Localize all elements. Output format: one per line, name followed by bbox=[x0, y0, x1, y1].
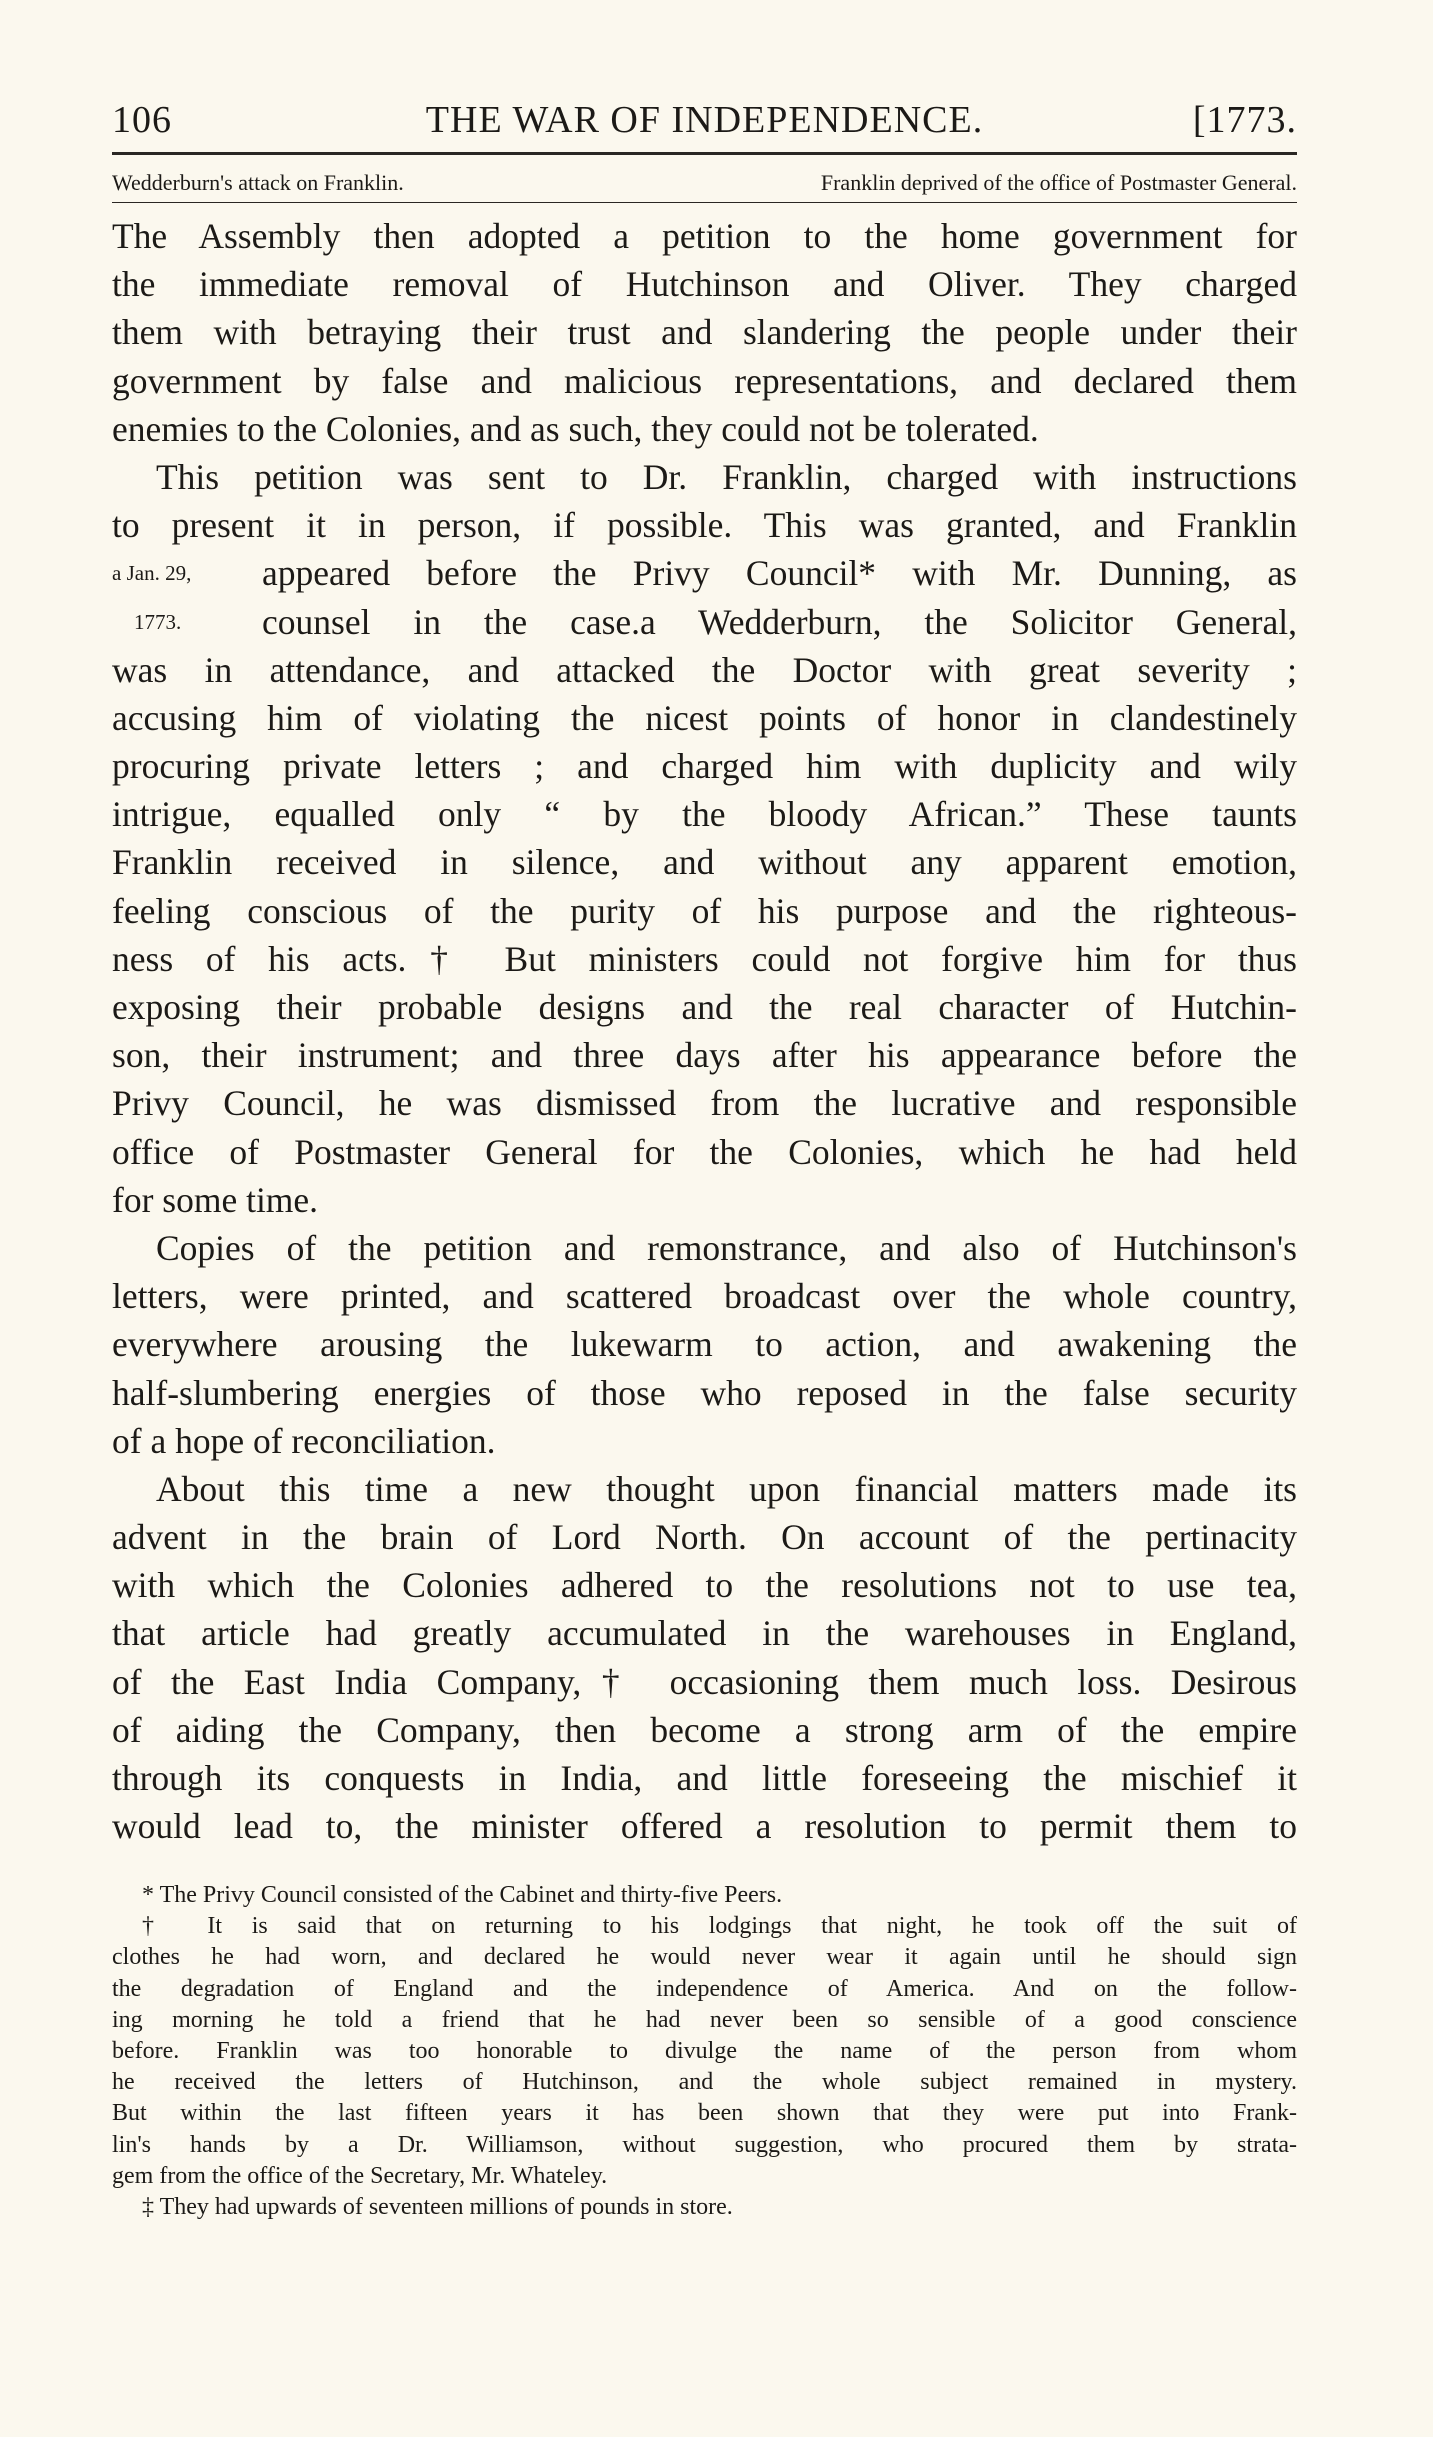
text-line: for some time. bbox=[112, 1179, 319, 1220]
text-line: feeling conscious of the purity of his purpose and the righteous- bbox=[112, 890, 1297, 931]
footnote-line: But within the last fifteen years it has been shown that they were put into Frank- bbox=[112, 2100, 1297, 2127]
text-line: The Assembly then adopted a petition to the home government for bbox=[112, 216, 1297, 256]
text-line: intrigue, equalled only “ by the bloody African.” These taunts bbox=[112, 794, 1297, 835]
body-text bbox=[112, 212, 1297, 1850]
page-number: 106 bbox=[112, 99, 172, 141]
text-line: to present it in person, if possible. This was granted, and Franklin bbox=[112, 505, 1297, 546]
footnote-line: he received the letters of Hutchinson, and the whole subject remained in mystery. bbox=[112, 2069, 1297, 2096]
text-line: government by false and malicious representations, and declared them bbox=[112, 360, 1297, 401]
footnote-line: clothes he had worn, and declared he would never wear it again until he should sign bbox=[112, 1944, 1297, 1971]
text-line: Copies of the petition and remonstrance, and also of Hutchinson's bbox=[156, 1227, 1297, 1268]
text-line: through its conquests in India, and little foreseeing the mischief it bbox=[112, 1758, 1297, 1798]
header-year: [1773. bbox=[1192, 99, 1297, 141]
margin-note-date: a Jan. 29, bbox=[112, 561, 192, 586]
text-line: the immediate removal of Hutchinson and Oliver. They charged bbox=[112, 264, 1297, 305]
text-line: accusing him of violating the nicest points of honor in clandestinely bbox=[112, 697, 1297, 738]
text-line: was in attendance, and attacked the Doctor with great severity ; bbox=[112, 649, 1297, 690]
footnote-line: ing morning he told a friend that he had never been so sensible of a good conscience bbox=[112, 2006, 1297, 2033]
subheader-right: Franklin deprived of the office of Postmaster General. bbox=[820, 170, 1297, 195]
text-line: exposing their probable designs and the real character of Hutchin- bbox=[112, 987, 1297, 1027]
header-rule bbox=[112, 152, 1297, 155]
text-line: of aiding the Company, then become a strong arm of the empire bbox=[112, 1709, 1297, 1750]
footnote-line: gem from the office of the Secretary, Mr. Whateley. bbox=[112, 2162, 608, 2189]
footnote-line: the degradation of England and the independence of America. And on the follow- bbox=[112, 1975, 1297, 2002]
text-line: appeared before the Privy Council* with Mr. Dunning, as bbox=[262, 553, 1297, 594]
text-line: half-slumbering energies of those who reposed in the false security bbox=[112, 1372, 1297, 1413]
text-line: counsel in the case.a Wedderburn, the Solicitor General, bbox=[262, 601, 1297, 642]
footnote-line: lin's hands by a Dr. Williamson, without suggestion, who procured them by strata- bbox=[112, 2131, 1297, 2158]
text-line: procuring private letters ; and charged him with duplicity and wily bbox=[112, 746, 1297, 787]
running-header bbox=[112, 98, 1297, 148]
footnotes bbox=[112, 1880, 1297, 2223]
text-line: advent in the brain of Lord North. On account of the pertinacity bbox=[112, 1517, 1297, 1558]
footnote-line: ‡ They had upwards of seventeen millions of pounds in store. bbox=[142, 2193, 733, 2220]
text-line: Privy Council, he was dismissed from the lucrative and responsible bbox=[112, 1083, 1297, 1124]
footnote-line: before. Franklin was too honorable to divulge the name of the person from whom bbox=[112, 2037, 1297, 2064]
text-line: everywhere arousing the lukewarm to action, and awakening the bbox=[112, 1324, 1297, 1365]
text-line: Franklin received in silence, and without any apparent emotion, bbox=[112, 842, 1297, 883]
text-line: with which the Colonies adhered to the resolutions not to use tea, bbox=[112, 1565, 1297, 1606]
subheader bbox=[112, 170, 1297, 200]
footnote-line: † It is said that on returning to his lodgings that night, he took off the suit of bbox=[142, 1913, 1297, 1940]
text-line-with-margin-note bbox=[112, 598, 1297, 646]
text-line: them with betraying their trust and slandering the people under their bbox=[112, 312, 1297, 353]
text-line: office of Postmaster General for the Colonies, which he had held bbox=[112, 1131, 1297, 1172]
footnote-line: * The Privy Council consisted of the Cabinet and thirty-five Peers. bbox=[142, 1882, 783, 1908]
text-line: About this time a new thought upon financial matters made its bbox=[156, 1468, 1297, 1509]
text-line: of the East India Company,† occasioning them much loss. Desirous bbox=[112, 1661, 1297, 1702]
text-line: of a hope of reconciliation. bbox=[112, 1420, 496, 1461]
text-line: would lead to, the minister offered a resolution to permit them to bbox=[112, 1806, 1297, 1847]
subheader-rule bbox=[112, 202, 1297, 203]
text-line: This petition was sent to Dr. Franklin, charged with instructions bbox=[156, 456, 1297, 497]
text-line: son, their instrument; and three days after his appearance before the bbox=[112, 1035, 1297, 1076]
text-line: that article had greatly accumulated in the warehouses in England, bbox=[112, 1613, 1297, 1654]
running-title: THE WAR OF INDEPENDENCE. bbox=[425, 99, 984, 141]
margin-note-year: 1773. bbox=[134, 609, 182, 634]
subheader-left: Wedderburn's attack on Franklin. bbox=[112, 170, 404, 195]
text-line-with-margin-note bbox=[112, 549, 1297, 597]
text-line: letters, were printed, and scattered broadcast over the whole country, bbox=[112, 1276, 1297, 1317]
text-line: enemies to the Colonies, and as such, they could not be tolerated. bbox=[112, 408, 1039, 449]
text-line: ness of his acts.† But ministers could not forgive him for thus bbox=[112, 938, 1297, 979]
